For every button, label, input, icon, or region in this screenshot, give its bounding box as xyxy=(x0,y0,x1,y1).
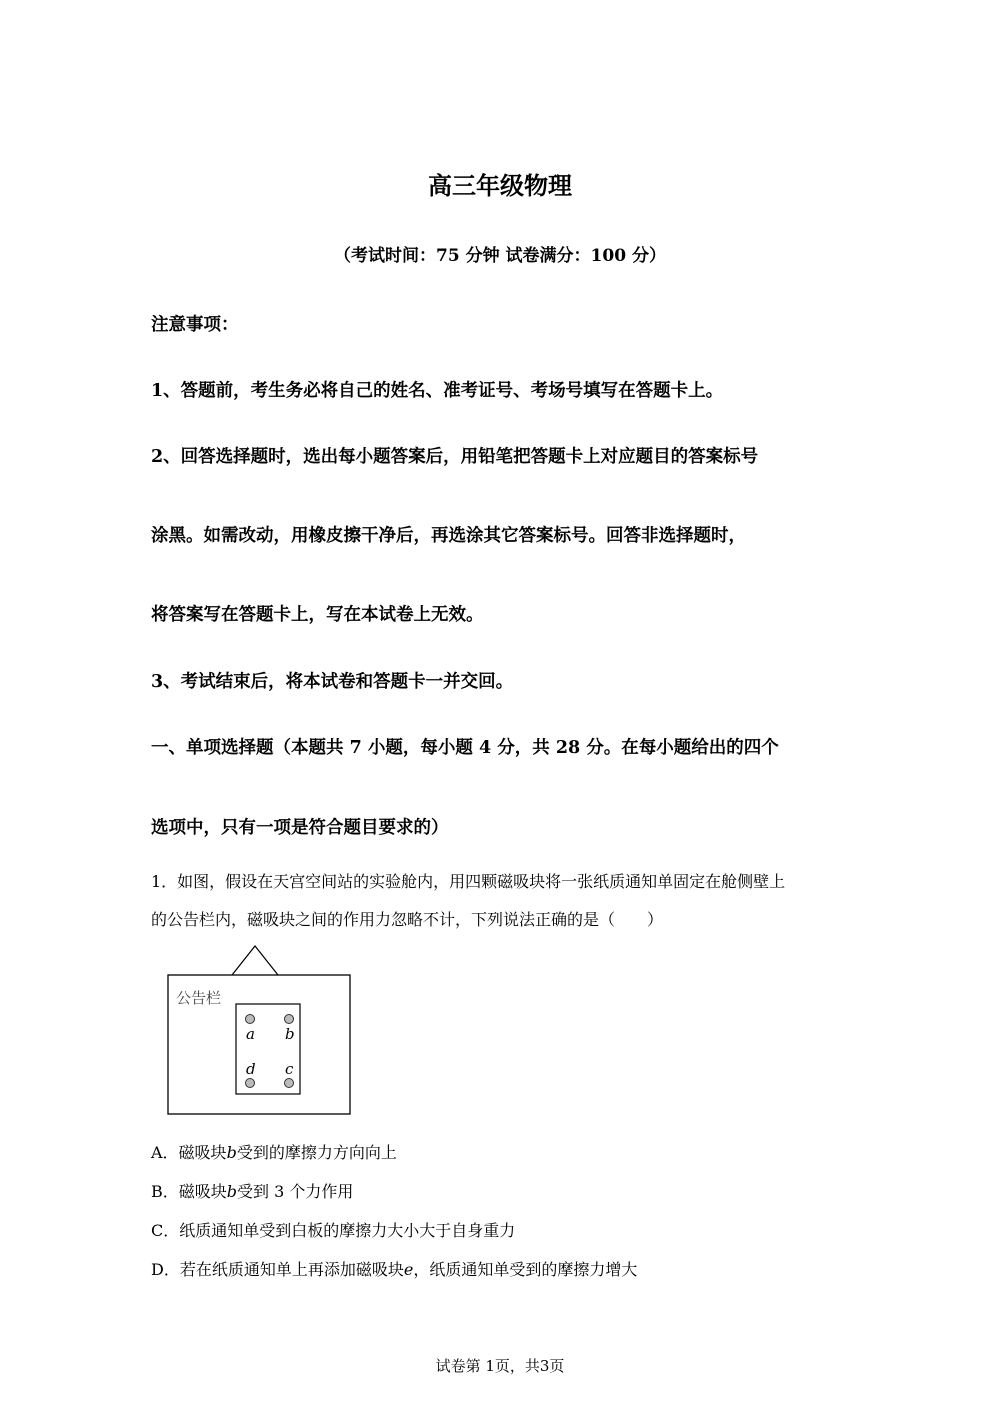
magnet-b xyxy=(285,1015,294,1024)
question-1-stem-line-2: 的公告栏内，磁吸块之间的作用力忽略不计，下列说法正确的是（ ） xyxy=(151,910,664,929)
notes-heading: 注意事项： xyxy=(151,315,239,335)
section-heading-line-2: 选项中，只有一项是符合题目要求的） xyxy=(151,818,449,838)
section-heading-line-1: 一、单项选择题（本题共 7 小题，每小题 4 分，共 28 分。在每小题给出的四个 xyxy=(151,738,779,758)
option-d-prefix: D．若在纸质通知单上再添加磁吸块 xyxy=(151,1260,404,1279)
bulletin-board-diagram xyxy=(160,940,360,1120)
option-a-variable: b xyxy=(226,1143,237,1162)
option-b[interactable] xyxy=(151,1180,353,1204)
label-a: a xyxy=(246,1025,255,1043)
magnet-c xyxy=(285,1079,294,1088)
label-d: d xyxy=(246,1060,256,1078)
label-c: c xyxy=(285,1060,294,1078)
question-1-stem-line-1: 1．如图，假设在天宫空间站的实验舱内，用四颗磁吸块将一张纸质通知单固定在舱侧壁上 xyxy=(151,872,786,891)
note-item-2-line-1: 2、回答选择题时，选出每小题答案后，用铅笔把答题卡上对应题目的答案标号 xyxy=(151,447,759,467)
page-footer: 试卷第 1页，共3页 xyxy=(435,1357,565,1375)
option-b-suffix: 受到 3 个力作用 xyxy=(237,1182,354,1201)
option-d-variable: e xyxy=(403,1260,414,1279)
exam-info: （考试时间：75 分钟 试卷满分：100 分） xyxy=(334,246,666,266)
bulletin-board-figure xyxy=(160,940,360,1124)
page-title: 高三年级物理 xyxy=(428,171,572,200)
label-b: b xyxy=(285,1025,295,1043)
option-a[interactable] xyxy=(151,1141,397,1165)
note-item-2-line-3: 将答案写在答题卡上，写在本试卷上无效。 xyxy=(151,605,484,625)
note-item-1: 1、答题前，考生务必将自己的姓名、准考证号、考场号填写在答题卡上。 xyxy=(151,381,724,401)
option-b-prefix: B．磁吸块 xyxy=(151,1182,227,1201)
hanger-triangle xyxy=(232,946,278,975)
option-b-variable: b xyxy=(226,1182,238,1201)
magnet-a xyxy=(246,1015,255,1024)
option-a-prefix: A．磁吸块 xyxy=(151,1143,227,1162)
option-d[interactable] xyxy=(151,1258,637,1282)
note-item-2-line-2: 涂黑。如需改动，用橡皮擦干净后，再选涂其它答案标号。回答非选择题时， xyxy=(151,526,746,546)
option-c-text: C．纸质通知单受到白板的摩擦力大小大于自身重力 xyxy=(151,1221,516,1240)
option-a-suffix: 受到的摩擦力方向向上 xyxy=(236,1143,397,1162)
option-d-suffix: ，纸质通知单受到的摩擦力增大 xyxy=(413,1260,638,1279)
magnet-d xyxy=(246,1079,255,1088)
board-label: 公告栏 xyxy=(176,989,222,1007)
option-c[interactable] xyxy=(151,1219,515,1243)
note-item-3: 3、考试结束后，将本试卷和答题卡一并交回。 xyxy=(151,672,514,692)
